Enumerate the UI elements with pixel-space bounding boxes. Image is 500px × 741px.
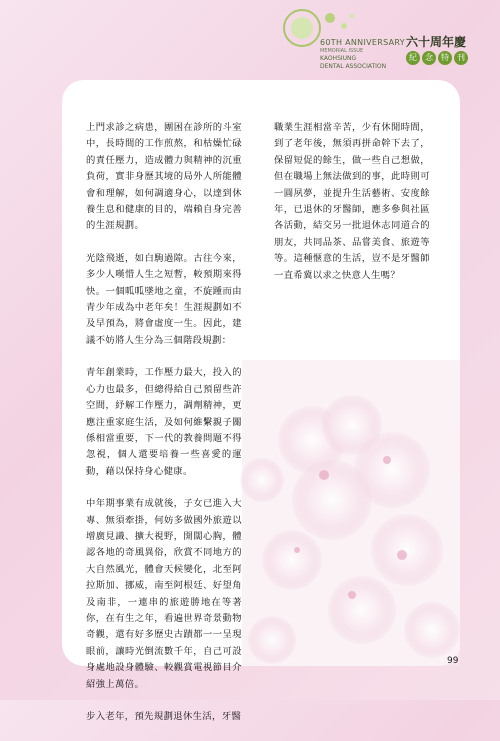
anniversary-line3: DENTAL ASSOCIATION — [320, 63, 387, 70]
article-left-column — [86, 120, 242, 741]
paragraph: 職業生涯相當辛苦，少有休閒時間，到了老年後，無須再拼命幹下去了，保留短促的餘生，做一些自己想做，但在職場上無法做到的事，此時則可一圓夙夢，並提升生活藝術、安度餘年，已退休的牙醫師，應多參與社區各活動，結交另一批退休志同道合的朋友，共同品茶、品嘗美食、旅遊等等。這種愜意的生活，豈不是牙醫師一直希冀以求之快意人生嗎？ — [274, 122, 430, 281]
badge-char: 紀 — [406, 51, 420, 65]
article-right-column — [274, 120, 430, 300]
paragraph: 上門求診之病患，團困在診所的斗室中，長時間的工作煎熬，和枯燥忙碌的責任壓力，造成體力與精神的沉重負荷，實非身歷其境的局外人所能體會和理解，如何調適身心，以達到休養生息和健康的目的，端賴自身完善的生涯規劃。 — [86, 122, 242, 232]
anniversary-zh-title: 六十周年慶 — [406, 35, 467, 49]
anniversary-line2: KAOHSIUNG — [320, 55, 357, 62]
article-card — [62, 80, 460, 722]
paragraph: 步入老年，預先規劃退休生活，牙醫 — [86, 711, 242, 722]
badge-char: 念 — [422, 51, 436, 65]
badge-char: 特 — [438, 51, 452, 65]
header-banner — [0, 0, 500, 70]
badge-char: 刊 — [454, 51, 468, 65]
paragraph: 青年創業時，工作壓力最大，投入的心力也最多，但總得給自己預留些許空間，紓解工作壓力，調劑精神，更應注重家庭生活，及如何維繫親子關係相當重要，下一代的教養問題不得忽視，個人還要培養一些喜愛的運動，藉以保持身心健康。 — [86, 367, 242, 477]
page-number: 99 — [447, 656, 459, 666]
anniversary-title: 60TH ANNIVERSARY — [320, 38, 405, 47]
anniversary-line1: MEMORIAL ISSUE — [320, 48, 364, 54]
commemorative-badges — [406, 51, 468, 65]
paragraph: 光陰飛逝，如白駒過隙。古往今來，多少人嘆惜人生之短暫，較預期來得快。一個呱呱墜地之童，不旋踵而由青少年成為中老年矣！生涯規劃如不及早預為，將會虛度一生。因此，建議不妨將人生分為三個階段規劃： — [86, 252, 242, 346]
paragraph: 中年期事業有成就後，子女已進入大專、無須牽掛，何妨多做國外旅遊以增廣見識、擴大視野，開闊心胸，體認各地的奇風異俗，欣賞不同地方的大自然風光，體會天候變化，北至阿拉斯加、挪威，南至阿根廷、好望角及南非，一連串的旅遊勝地在等著你，在有生之年，看遍世界奇景動物奇觀，還有好多歷史古蹟都一一呈現眼前，讓時光倒流數千年，自己可設身處地設身體驗、較觀賞電視節目介紹強上萬倍。 — [86, 498, 242, 690]
